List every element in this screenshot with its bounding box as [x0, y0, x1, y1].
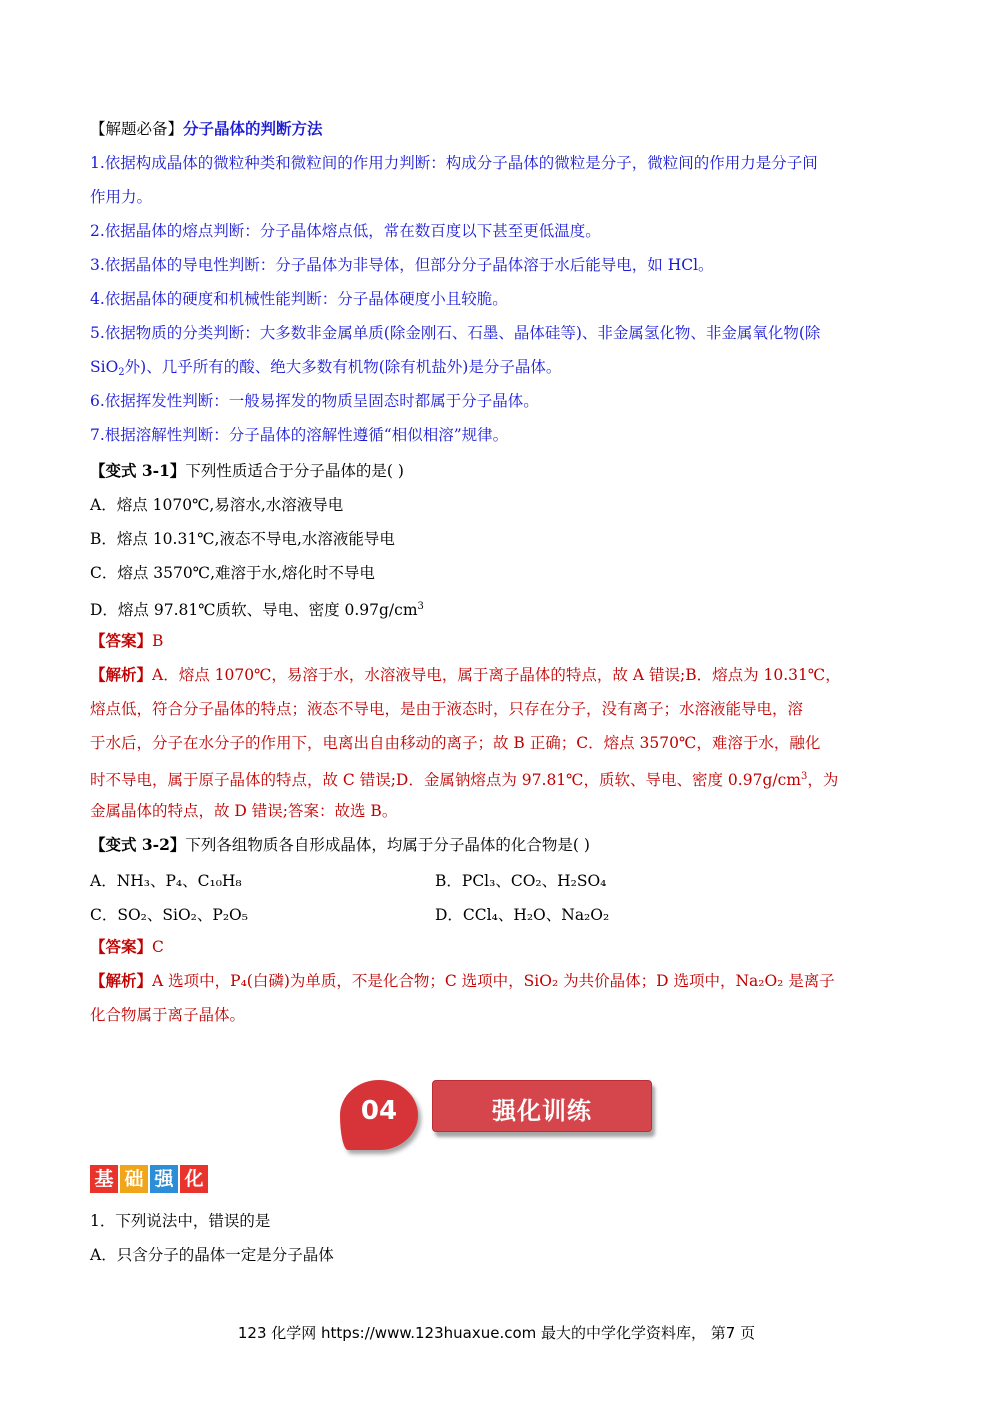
analysis-text: A 选项中，P₄(白磷)为单质，不是化合物；C 选项中，SiO₂ 为共价晶体；D 选项中，Na₂O₂ 是离子 [152, 972, 835, 990]
option-a: A．NH₃、P₄、C₁₀H₈ [90, 872, 242, 890]
question-3-1 [90, 460, 404, 482]
superscript: 3 [417, 601, 424, 612]
header-char: 基 [90, 1165, 118, 1193]
section-title-pill [432, 1080, 652, 1132]
question-3-2 [90, 834, 590, 856]
basic-reinforcement-header [90, 1165, 210, 1197]
section-number-badge [340, 1080, 418, 1150]
header-char: 化 [180, 1165, 208, 1193]
question-label: 【变式 3-1】 [90, 461, 186, 480]
analysis-line-1 [90, 664, 841, 686]
analysis-line-3: 于水后，分子在水分子的作用下，电离出自由移动的离子；故 B 正确；C．熔点 3570℃，难溶于水，融化 [90, 734, 821, 752]
option-b: B．熔点 10.31℃,液态不导电,水溶液能导电 [90, 530, 395, 548]
method-item-1-cont: 作用力。 [90, 188, 153, 206]
question-stem: 下列性质适合于分子晶体的是( ) [185, 462, 404, 480]
question-label: 【变式 3-2】 [90, 835, 186, 854]
page-footer: 123 化学网 https://www.123huaxue.com 最大的中学化学资料库， 第7 页 [237, 1324, 756, 1342]
header-char: 础 [120, 1165, 148, 1193]
analysis-line-2: 化合物属于离子晶体。 [90, 1006, 246, 1024]
method-item-5-text: 外)、几乎所有的酸、绝大多数有机物(除有机盐外)是分子晶体。 [124, 358, 562, 376]
method-item-3: 3.依据晶体的导电性判断：分子晶体为非导体，但部分分子晶体溶于水后能导电，如 HCl。 [90, 256, 714, 274]
section-title: 分子晶体的判断方法 [183, 119, 323, 138]
method-item-5-cont [90, 356, 561, 384]
analysis-line-5: 金属晶体的特点，故 D 错误;答案：故选 B。 [90, 802, 398, 820]
subscript: 2 [118, 367, 125, 378]
answer-value: C [152, 938, 164, 956]
option-a: A．只含分子的晶体一定是分子晶体 [90, 1246, 334, 1264]
section-tag: 【解题必备】 [90, 120, 184, 138]
formula-sio2: SiO [90, 358, 119, 376]
option-c: C．熔点 3570℃,难溶于水,熔化时不导电 [90, 564, 375, 582]
section-heading [90, 118, 323, 140]
analysis-label: 【解析】 [90, 971, 153, 990]
answer-value: B [152, 632, 164, 650]
section-banner-title: 强化训练 [492, 1097, 592, 1125]
question-stem: 下列各组物质各自形成晶体，均属于分子晶体的化合物是( ) [185, 836, 590, 854]
option-a: A．熔点 1070℃,易溶水,水溶液导电 [90, 496, 344, 514]
analysis-line-1 [90, 970, 835, 992]
analysis-text: A．熔点 1070℃，易溶于水，水溶液导电，属于离子晶体的特点，故 A 错误;B．熔点为 10.31℃， [152, 666, 841, 684]
analysis-label: 【解析】 [90, 665, 153, 684]
method-item-1: 1.依据构成晶体的微粒种类和微粒间的作用力判断：构成分子晶体的微粒是分子，微粒间的作用力是分子间 [90, 154, 818, 172]
superscript: 3 [800, 771, 808, 782]
option-b: B．PCl₃、CO₂、H₂SO₄ [435, 872, 607, 890]
method-item-4: 4.依据晶体的硬度和机械性能判断：分子晶体硬度小且较脆。 [90, 290, 508, 308]
option-d: D．CCl₄、H₂O、Na₂O₂ [435, 906, 610, 924]
answer-label: 【答案】 [90, 631, 153, 650]
section-number: 04 [360, 1096, 398, 1126]
answer-line [90, 936, 164, 958]
method-item-5: 5.依据物质的分类判断：大多数非金属单质(除金刚石、石墨、晶体硅等)、非金属氢化物、非金属氧化物(除 [90, 324, 821, 342]
method-item-6: 6.依据挥发性判断：一般易挥发的物质呈固态时都属于分子晶体。 [90, 392, 539, 410]
analysis-line-2: 熔点低，符合分子晶体的特点；液态不导电，是由于液态时，只存在分子，没有离子；水溶液能导电，溶 [90, 700, 804, 718]
answer-line [90, 630, 163, 652]
question-1: 1．下列说法中，错误的是 [90, 1212, 271, 1230]
method-item-7: 7.根据溶解性判断：分子晶体的溶解性遵循“相似相溶”规律。 [90, 426, 509, 444]
option-d-text: D．熔点 97.81℃质软、导电、密度 0.97g/cm [90, 601, 418, 619]
method-item-2: 2.依据晶体的熔点判断：分子晶体熔点低，常在数百度以下甚至更低温度。 [90, 222, 601, 240]
analysis-line-4-tail: ，为 [807, 771, 839, 789]
header-char: 强 [150, 1165, 178, 1193]
analysis-line-4 [90, 766, 838, 791]
option-c: C．SO₂、SiO₂、P₂O₅ [90, 906, 248, 924]
answer-label: 【答案】 [90, 937, 153, 956]
section-banner [340, 1076, 660, 1156]
option-d [90, 596, 424, 621]
analysis-line-4-text: 时不导电，属于原子晶体的特点，故 C 错误;D．金属钠熔点为 97.81℃，质软、导电、密度 0.97g/cm [90, 771, 801, 789]
